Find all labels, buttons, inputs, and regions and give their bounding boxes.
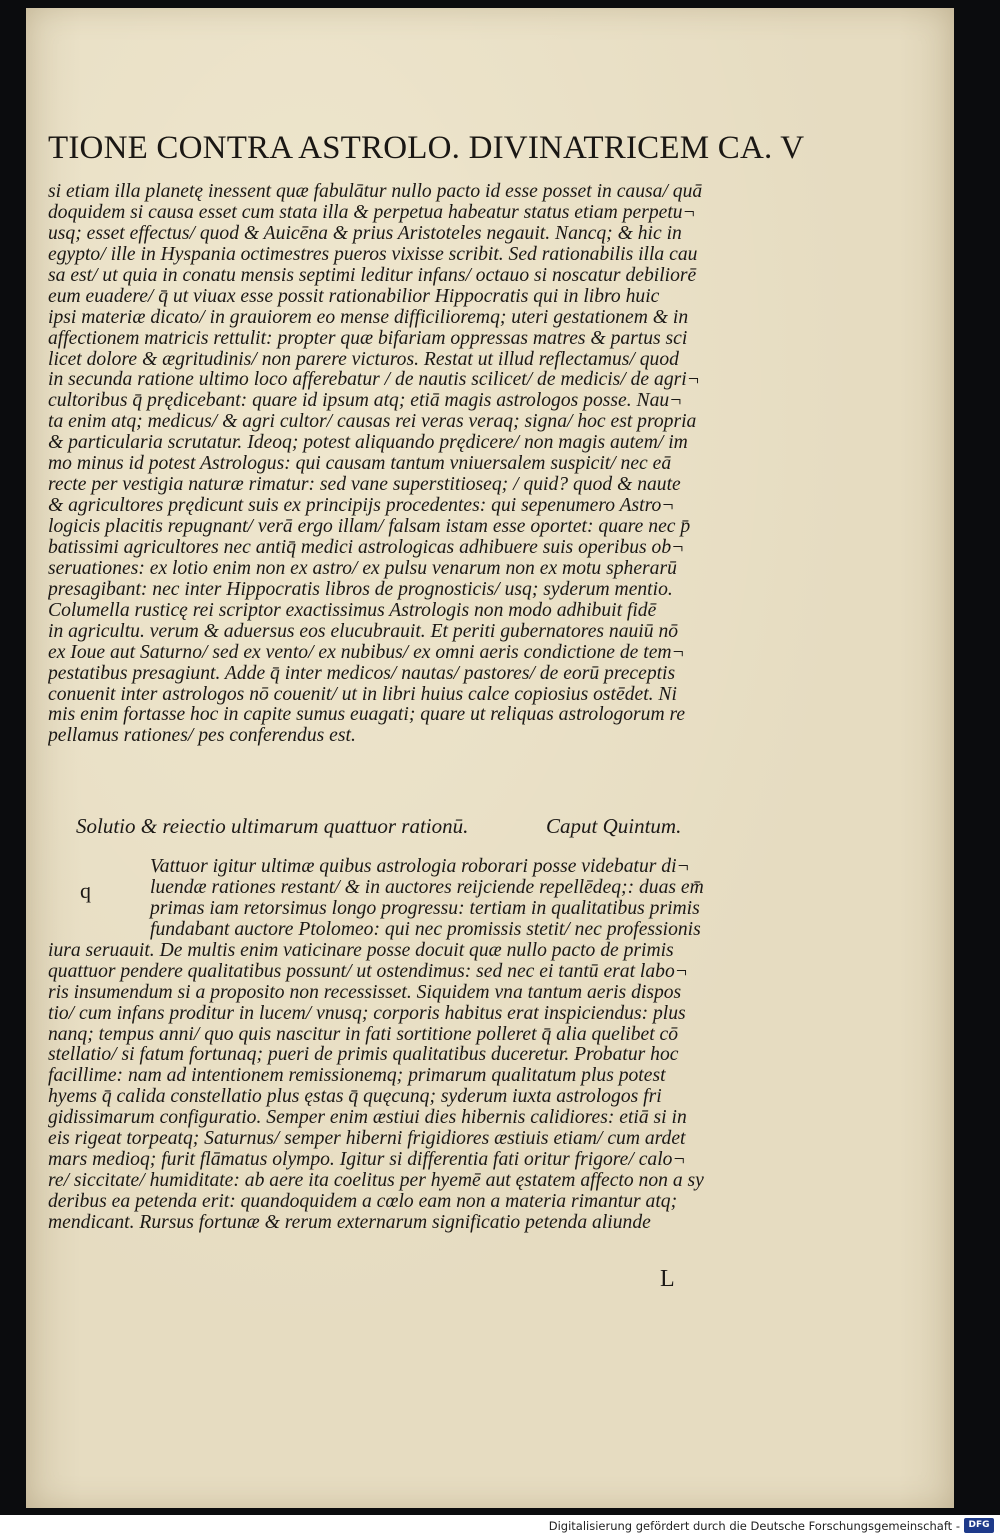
text-line: in agricultu. verum & aduersus eos elucubrauit. Et periti gubernatores nauiū nō xyxy=(48,621,679,642)
text-line: pellamus rationes/ pes conferendus est. xyxy=(48,726,356,747)
text-line: tio/ cum infans proditur in lucem/ vnusq; corporis habitus erat inspiciendus: plus xyxy=(48,1003,686,1024)
text-line: gidissimarum configuratio. Semper enim æstiui dies hibernis calidiores: etiā si in xyxy=(48,1108,687,1129)
text-line: usq; esset effectus/ quod & Auicēna & prius Aristoteles negauit. Nancq; & hic in xyxy=(48,223,682,244)
guide-letter: q xyxy=(80,878,91,903)
text-line: affectionem matricis rettulit: propter quæ bifariam oppressas matres & partus sci xyxy=(48,328,688,349)
text-line: presagibant: nec inter Hippocratis libros de prognosticis/ usq; syderum mentio. xyxy=(48,579,673,600)
footer-bar xyxy=(0,1515,1000,1537)
text-line: mo minus id potest Astrologus: qui causam tantum vniuersalem suspicit/ nec eā xyxy=(48,454,672,475)
text-line: mars medioq; furit flāmatus olympo. Igitur si differentia fati oritur frigore/ calo¬ xyxy=(48,1150,686,1171)
text-line: pestatibus presagiunt. Adde q̄ inter medicos/ nautas/ pastores/ de eorū preceptis xyxy=(48,663,676,684)
dfg-logo-icon: DFG xyxy=(964,1518,994,1533)
text-line: batissimi agricultores nec antiq̄ medici astrologicas adhibuere suis operibus ob¬ xyxy=(48,537,685,558)
text-line: logicis placitis repugnant/ verā ergo illam/ falsam istam esse oportet: quare nec p̄ xyxy=(48,517,691,537)
text-line: deribus ea petenda erit: quandoquidem a cœlo eam non a materia rimantur atq; xyxy=(48,1192,678,1212)
text-line: Columella rusticę rei scriptor exactissimus Astrologis non modo adhibuit fidē xyxy=(48,600,657,621)
text-line: re/ siccitate/ humiditate: ab aere ita coelitus per hyemē aut ęstatem affecto non a sy xyxy=(48,1171,704,1192)
text-line: ipsi materiæ dicato/ in grauiorem eo mense difficilioremq; uteri gestationem & in xyxy=(48,307,689,328)
text-line: stellatio/ si fatum fortunaq; pueri de primis qualitatibus duceretur. Probatur hoc xyxy=(48,1045,679,1066)
text-line: ex Ioue aut Saturno/ sed ex vento/ ex nubibus/ ex omni aeris condictione de tem¬ xyxy=(48,642,685,663)
text-line: fundabant auctore Ptolomeo: qui nec promissis stetit/ nec professionis xyxy=(150,919,701,940)
chapter-heading-number: Caput Quintum. xyxy=(546,814,682,838)
text-line: doquidem si causa esset cum stata illa & perpetua habeatur status etiam perpetu¬ xyxy=(48,202,696,223)
text-line: Vattuor igitur ultimæ quibus astrologia roborari posse videbatur di¬ xyxy=(150,857,690,877)
text-line: primas iam retorsimus longo progressu: tertiam in qualitatibus primis xyxy=(150,898,700,919)
text-line: conuenit inter astrologos nō couenit/ ut in libri huius calce copiosius ostēdet. Ni xyxy=(48,684,677,705)
text-line: iura seruauit. De multis enim vaticinare posse docuit quæ nullo pacto de primis xyxy=(48,940,674,961)
text-line: cultoribus q̄ prędicebant: quare id ipsum atq; etiā magis astrologos posse. Nau¬ xyxy=(48,391,683,412)
text-line: sa est/ ut quia in conatu mensis septimi leditur infans/ octauo si noscatur debiliorē xyxy=(48,265,697,286)
chapter-heading xyxy=(76,814,736,840)
book-page xyxy=(26,8,954,1508)
text-line: mendicant. Rursus fortunæ & rerum externarum significatio petenda aliunde xyxy=(48,1212,651,1233)
running-head: TIONE CONTRA ASTROLO. DIVINATRICEM CA. V xyxy=(48,130,805,166)
text-line: seruationes: ex lotio enim non ex astro/ ex pulsu venarum non ex motu spherarū xyxy=(48,558,677,579)
text-line: ris insumendum si a proposito non recessisset. Siquidem vna tantum aeris dispos xyxy=(48,982,682,1003)
text-line: luendæ rationes restant/ & in auctores reijciende repellēdeq;: duas em̄ xyxy=(150,877,704,898)
chapter-heading-title: Solutio & reiectio ultimarum quattuor rationū. xyxy=(76,814,469,838)
text-line: egypto/ ille in Hyspania octimestres pueros vixisse scribit. Sed rationabilis illa cau xyxy=(48,244,698,265)
text-line: in secunda ratione ultimo loco afferebatur / de nautis scilicet/ de medicis/ de agri¬ xyxy=(48,370,700,391)
text-line: ta enim atq; medicus/ & agri cultor/ causas rei veras veraq; signa/ hoc est propria xyxy=(48,412,697,433)
text-line: licet dolore & ægritudinis/ non parere victuros. Restat ut illud reflectamus/ quod xyxy=(48,349,679,370)
text-line: facillime: nam ad intentionem remissionemq; primarum qualitatum plus potest xyxy=(48,1066,666,1087)
text-line: & agricultores prędicunt suis ex principijs procedentes: qui sepenumero Astro¬ xyxy=(48,496,675,517)
paragraph-2 xyxy=(48,857,760,1234)
signature-mark: L xyxy=(660,1266,675,1292)
text-line: hyems q̄ calida constellatio plus ęstas q̄ quęcunq; syderum iuxta astrologos fri xyxy=(48,1087,662,1108)
text-line: nanq; tempus anni/ quo quis nascitur in fati sortitione polleret q̄ alia quelibet cō xyxy=(48,1024,679,1045)
text-line: & particularia scrutatur. Ideoq; potest aliquando prędicere/ non magis autem/ im xyxy=(48,433,688,454)
text-line: eis rigeat torpeatq; Saturnus/ semper hiberni frigidiores æstiuis etiam/ cum ardet xyxy=(48,1129,686,1150)
footer-credit: Digitalisierung gefördert durch die Deutsche Forschungsgemeinschaft - xyxy=(548,1519,960,1533)
text-line: mis enim fortasse hoc in capite sumus euagati; quare ut reliquas astrologorum re xyxy=(48,705,686,726)
text-line: eum euadere/ q̄ ut viuax esse possit rationabilior Hippocratis qui in libro huic xyxy=(48,286,660,307)
paragraph-1 xyxy=(48,182,760,747)
text-line: si etiam illa planetę inessent quæ fabulātur nullo pacto id esse posset in causa/ quā xyxy=(48,182,703,202)
text-line: quattuor pendere qualitatibus possunt/ ut ostendimus: sed nec ei tantū erat labo¬ xyxy=(48,961,688,982)
text-line: recte per vestigia naturæ rimatur: sed vane superstitioseq; / quid? quod & naute xyxy=(48,475,681,496)
